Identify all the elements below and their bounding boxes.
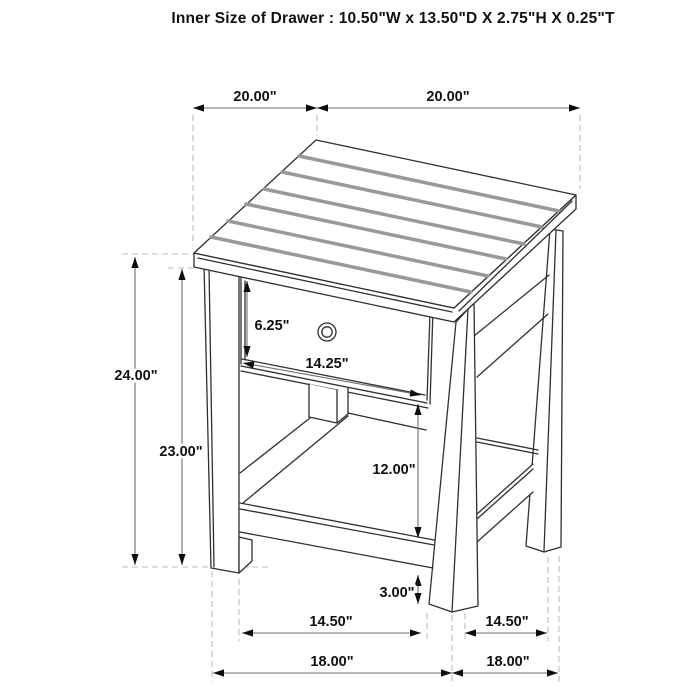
dim-label-drawer-height: 6.25" — [254, 318, 290, 334]
arrowhead — [414, 575, 421, 586]
shelf-front-top-edge — [240, 503, 434, 540]
back-rail-through-opening — [348, 413, 426, 430]
dim-label-front-width: 18.00" — [310, 654, 354, 670]
arrowhead — [178, 269, 185, 280]
arrowhead — [452, 669, 463, 676]
shelf-seam-line — [240, 418, 310, 473]
arrowhead — [242, 629, 253, 636]
drawer-opening-right-edge — [430, 309, 433, 404]
dim-label-top-depth: 20.00" — [233, 89, 277, 105]
shelf-front-apron-bottom — [240, 532, 433, 568]
arrowhead — [547, 669, 558, 676]
arrowhead — [410, 629, 421, 636]
arrowhead — [441, 669, 452, 676]
back-right-leg — [526, 229, 563, 552]
tabletop-surface — [194, 140, 576, 308]
side-apron-bottom-edge — [477, 314, 548, 377]
dim-label-top-width: 20.00" — [426, 89, 470, 105]
shelf-front-board-edge — [240, 509, 434, 545]
arrowhead — [536, 629, 547, 636]
dim-label-drawer-width: 14.25" — [305, 356, 349, 372]
front-right-leg — [429, 303, 478, 612]
drawer-front-right-edge — [427, 313, 430, 400]
arrowhead — [317, 104, 328, 111]
arrowhead — [178, 554, 185, 565]
arrowhead — [410, 390, 421, 397]
arrowhead — [414, 593, 421, 604]
dim-label-foot-clearance: 3.00" — [379, 585, 415, 601]
arrowhead — [569, 104, 580, 111]
dim-label-front-leg-spacing: 14.50" — [309, 614, 353, 630]
dim-label-shelf-clearance: 12.00" — [372, 462, 416, 478]
dim-label-side-leg-spacing: 14.50" — [485, 614, 529, 630]
end-table-drawing — [194, 140, 576, 612]
dim-label-overall-height: 24.00" — [114, 368, 158, 384]
dim-label-side-depth: 18.00" — [486, 654, 530, 670]
drawing-title: Inner Size of Drawer : 10.50"W x 13.50"D X 2.75"H X 0.25"T — [171, 10, 615, 27]
center-post-face — [309, 384, 348, 423]
drawer-knob-ring — [318, 323, 336, 341]
arrowhead — [306, 104, 317, 111]
arrowhead — [131, 554, 138, 565]
arrowhead — [465, 629, 476, 636]
dim-label-under-top-height: 23.00" — [159, 444, 203, 460]
front-left-leg-side-foot — [239, 537, 252, 573]
arrowhead — [213, 669, 224, 676]
arrowhead — [193, 104, 204, 111]
arrowhead — [131, 257, 138, 268]
